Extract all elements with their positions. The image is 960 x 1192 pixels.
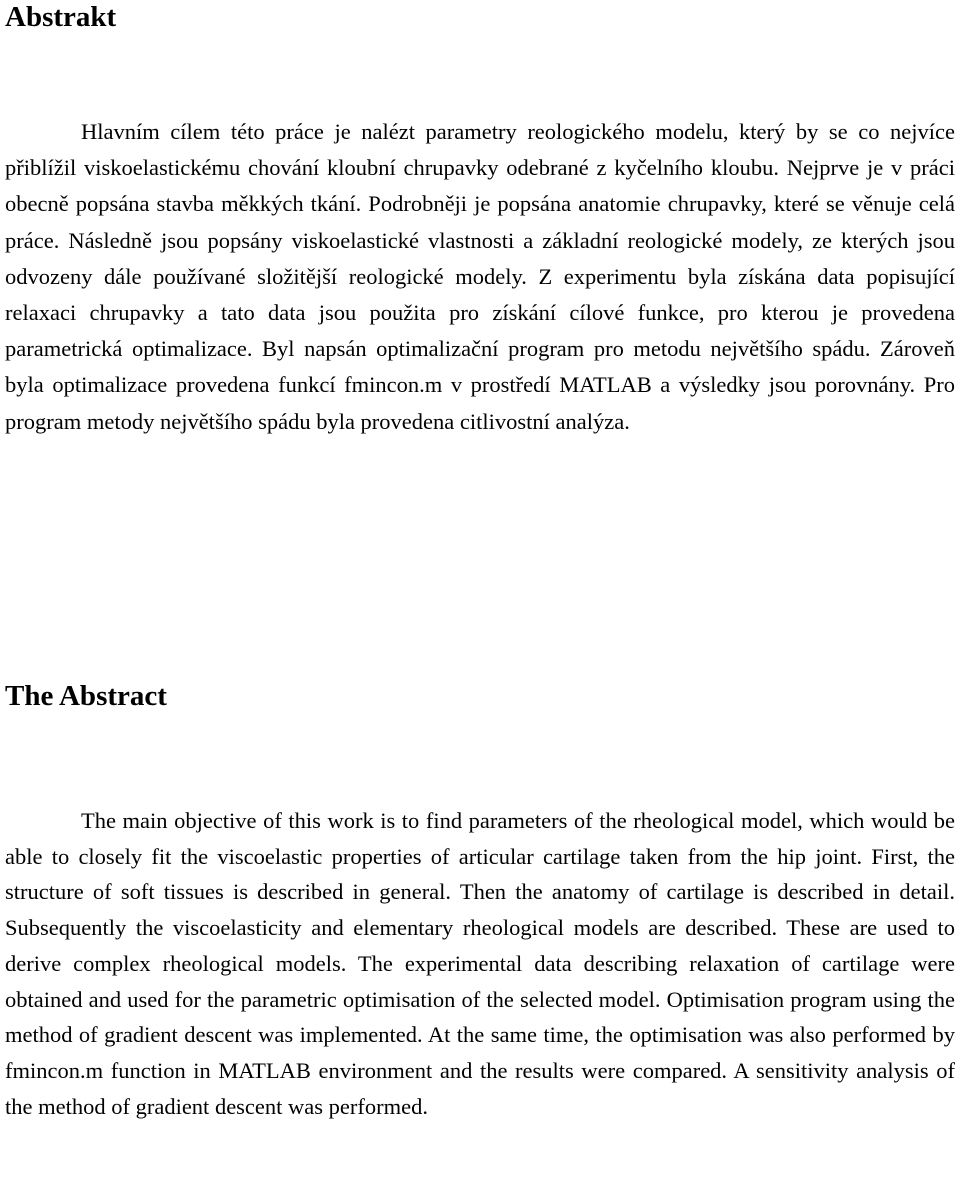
abstract-paragraph-english: The main objective of this work is to find parameters of the rheological model, which would be able to closely fit the viscoelastic properties of articular cartilage taken from the hip joint. First, the structure of soft tissues is described in general. Then the anatomy of cartilage is described in detail. Subsequently the viscoelasticity and elementary rheological models are described. These are used to derive complex rheological models. The experimental data describing relaxation of cartilage were obtained and used for the parametric optimisation of the selected model. Optimisation program using the method of gradient descent was implemented. At the same time, the optimisation was also performed by fmincon.m function in MATLAB environment and the results were compared. A sensitivity analysis of the method of gradient descent was performed. [5, 808, 955, 1119]
abstract-paragraph-czech: Hlavním cílem této práce je nalézt parametry reologického modelu, který by se co nejvíce přiblížil viskoelastickému chování kloubní chrupavky odebrané z kyčelního kloubu. Nejprve je v práci obecně popsána stavba měkkých tkání. Podrobněji je popsána anatomie chrupavky, které se věnuje celá práce. Následně jsou popsány viskoelastické vlastnosti a základní reologické modely, ze kterých jsou odvozeny dále používané složitější reologické modely. Z experimentu byla získána data popisující relaxaci chrupavky a tato data jsou použita pro získání cílové funkce, pro kterou je provedena parametrická optimalizace. Byl napsán optimalizační program pro metodu největšího spádu. Zároveň byla optimalizace provedena funkcí fmincon.m v prostředí MATLAB a výsledky jsou porovnány. Pro program metody největšího spádu byla provedena citlivostní analýza. [5, 119, 955, 434]
abstract-heading-czech: Abstrakt [5, 1, 117, 33]
abstract-heading-english: The Abstract [5, 680, 167, 712]
